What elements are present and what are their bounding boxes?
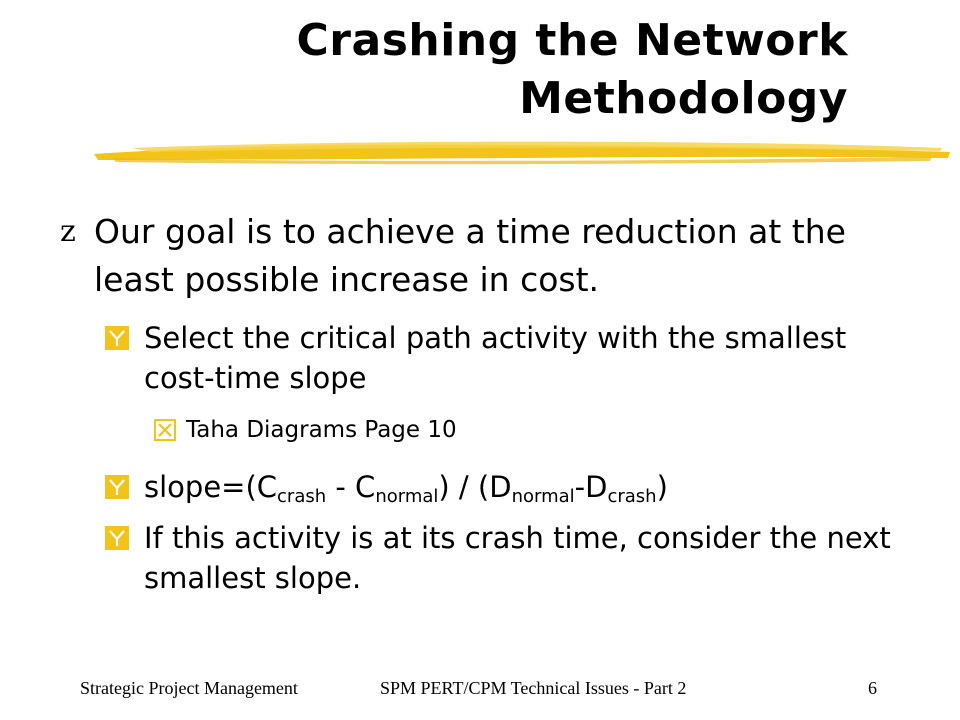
formula-sub-crash-1: crash (277, 486, 327, 507)
main-bullet (60, 208, 900, 304)
sub-bullet-select (104, 318, 904, 398)
footer-page-number: 6 (868, 678, 877, 698)
slope-formula (104, 467, 904, 507)
sub-bullet-select-text: Select the critical path activity with the smallest cost-time slope (144, 321, 847, 395)
formula-suffix: ) (656, 470, 668, 504)
subsub-bullet-taha (154, 413, 854, 447)
footer-center: SPM PERT/CPM Technical Issues - Part 2 (380, 678, 687, 698)
sub-bullet-formula (104, 467, 904, 507)
formula-mid-3: -D (574, 470, 608, 504)
formula-prefix: slope=(C (144, 470, 278, 504)
checkbox-y-icon (104, 325, 130, 351)
slide-title-line-1: Crashing the Network (296, 15, 848, 66)
sub-bullet-crash-time (104, 518, 904, 598)
main-bullet-text: Our goal is to achieve a time reduction at the least possible increase in cost. (94, 212, 846, 299)
checkbox-y-icon (104, 474, 130, 500)
checkbox-x-icon (154, 419, 176, 441)
slide-title-line-2: Methodology (519, 73, 848, 124)
sub-bullet-crash-time-text: If this activity is at its crash time, consider the next smallest slope. (144, 521, 891, 595)
formula-mid-1: - C (326, 470, 376, 504)
formula-sub-normal-2: normal (511, 486, 575, 507)
main-bullet-marker: z (60, 214, 76, 249)
slide-title (88, 12, 848, 128)
formula-sub-normal-1: normal (375, 486, 439, 507)
footer-left: Strategic Project Management (80, 678, 298, 698)
title-underline-brushstroke (92, 136, 952, 166)
formula-mid-2: ) / (D (438, 470, 512, 504)
subsub-bullet-taha-text: Taha Diagrams Page 10 (186, 417, 457, 443)
formula-sub-crash-2: crash (607, 486, 657, 507)
checkbox-y-icon (104, 525, 130, 551)
